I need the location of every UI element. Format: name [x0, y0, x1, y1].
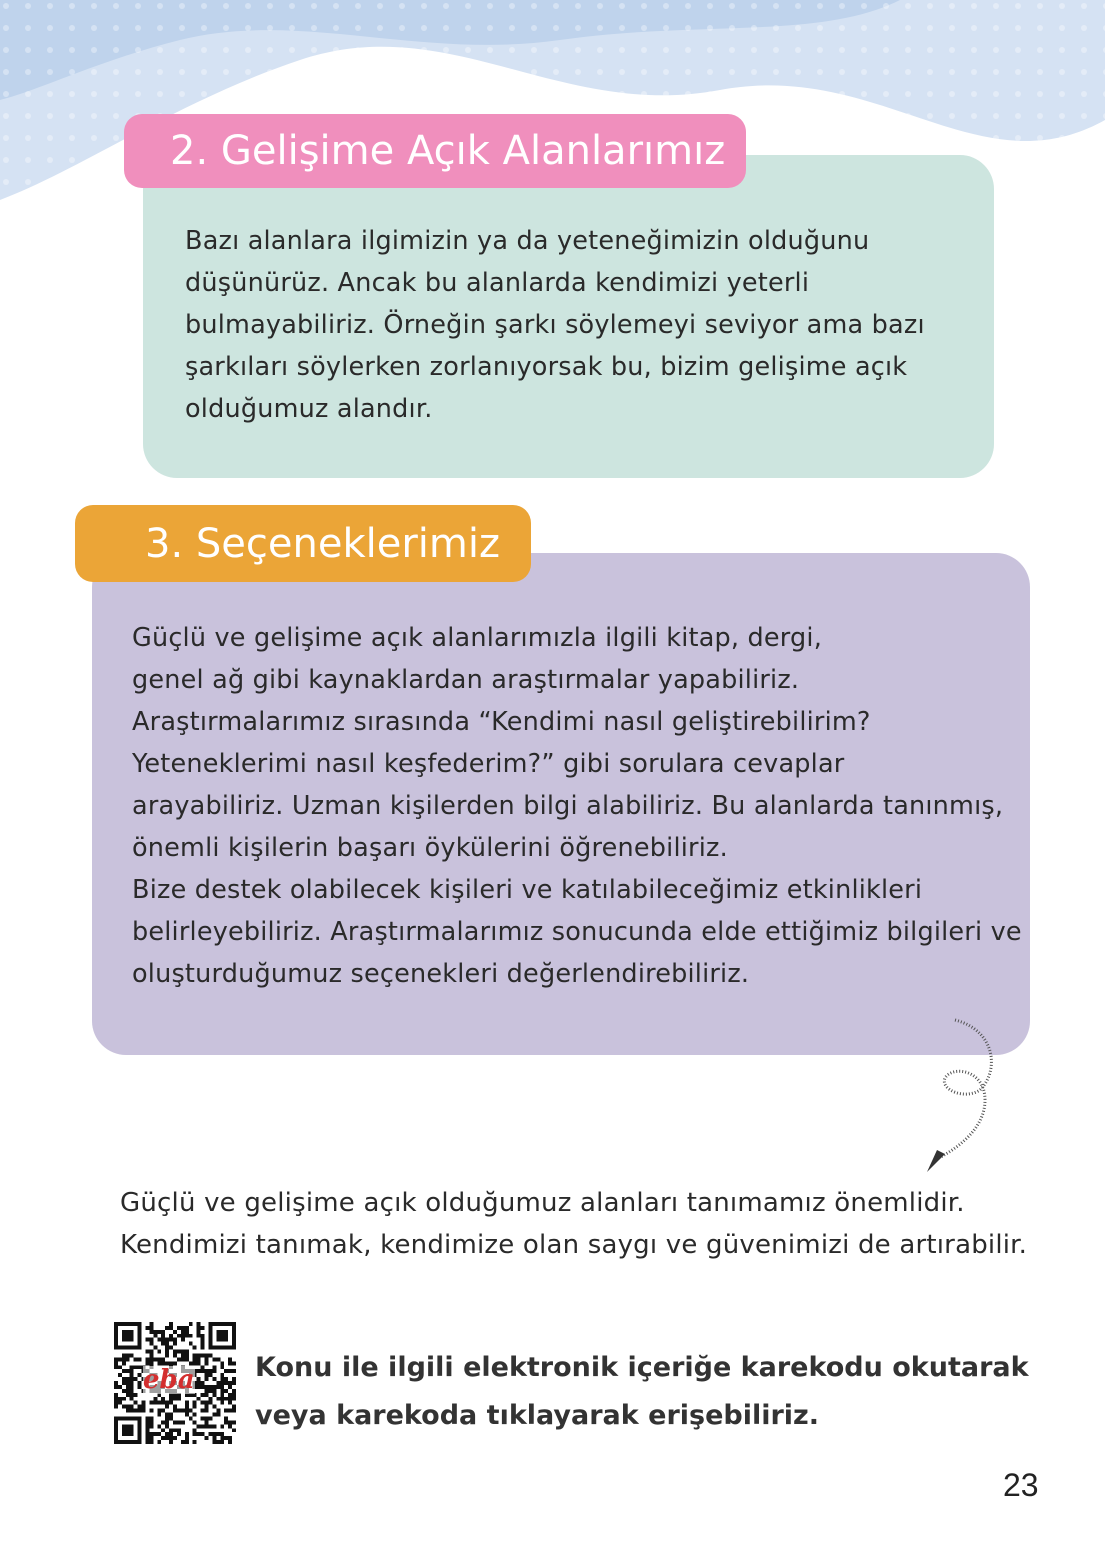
text-line: belirleyebiliriz. Araştırmalarımız sonucunda elde ettiğimiz bilgileri ve [132, 917, 1022, 947]
summary-text [120, 1182, 1027, 1266]
section2-title: 2. Gelişime Açık Alanlarımız [124, 114, 746, 188]
text-line: önemli kişilerin başarı öykülerini öğrenebiliriz. [132, 833, 728, 863]
section3-title: 3. Seçeneklerimiz [75, 505, 531, 582]
text-line: düşünürüz. Ancak bu alanlarda kendimizi yeterli [185, 268, 810, 298]
qr-code[interactable] [113, 1322, 237, 1444]
section2-text [185, 220, 925, 430]
text-line: Yeteneklerimi nasıl keşfederim?” gibi sorulara cevaplar [132, 749, 845, 779]
text-line: Güçlü ve gelişime açık olduğumuz alanları tanımamız önemlidir. [120, 1188, 965, 1218]
qr-instructions [255, 1344, 1029, 1440]
eba-logo: eba [143, 1365, 195, 1395]
text-line: oluşturduğumuz seçenekleri değerlendirebiliriz. [132, 959, 750, 989]
text-line: şarkıları söylerken zorlanıyorsak bu, bizim gelişime açık [185, 352, 908, 382]
text-line: veya karekoda tıklayarak erişebiliriz. [255, 1400, 820, 1431]
curly-arrow-icon [915, 1010, 1005, 1180]
text-line: Bazı alanlara ilgimizin ya da yeteneğimizin olduğunu [185, 226, 870, 256]
text-line: arayabiliriz. Uzman kişilerden bilgi alabiliriz. Bu alanlarda tanınmış, [132, 791, 1004, 821]
text-line: bulmayabiliriz. Örneğin şarkı söylemeyi seviyor ama bazı [185, 310, 925, 340]
text-line: Araştırmalarımız sırasında “Kendimi nasıl geliştirebilirim? [132, 707, 871, 737]
section3-text [132, 617, 1022, 995]
text-line: Kendimizi tanımak, kendimize olan saygı ve güvenimizi de artırabilir. [120, 1230, 1028, 1260]
text-line: genel ağ gibi kaynaklardan araştırmalar yapabiliriz. [132, 665, 800, 695]
text-line: Bize destek olabilecek kişileri ve katılabileceğimiz etkinlikleri [132, 875, 923, 905]
text-line: Konu ile ilgili elektronik içeriğe karekodu okutarak [255, 1352, 1029, 1383]
page-number: 23 [1003, 1467, 1039, 1503]
text-line: Güçlü ve gelişime açık alanlarımızla ilgili kitap, dergi, [132, 623, 823, 653]
text-line: olduğumuz alandır. [185, 394, 433, 424]
